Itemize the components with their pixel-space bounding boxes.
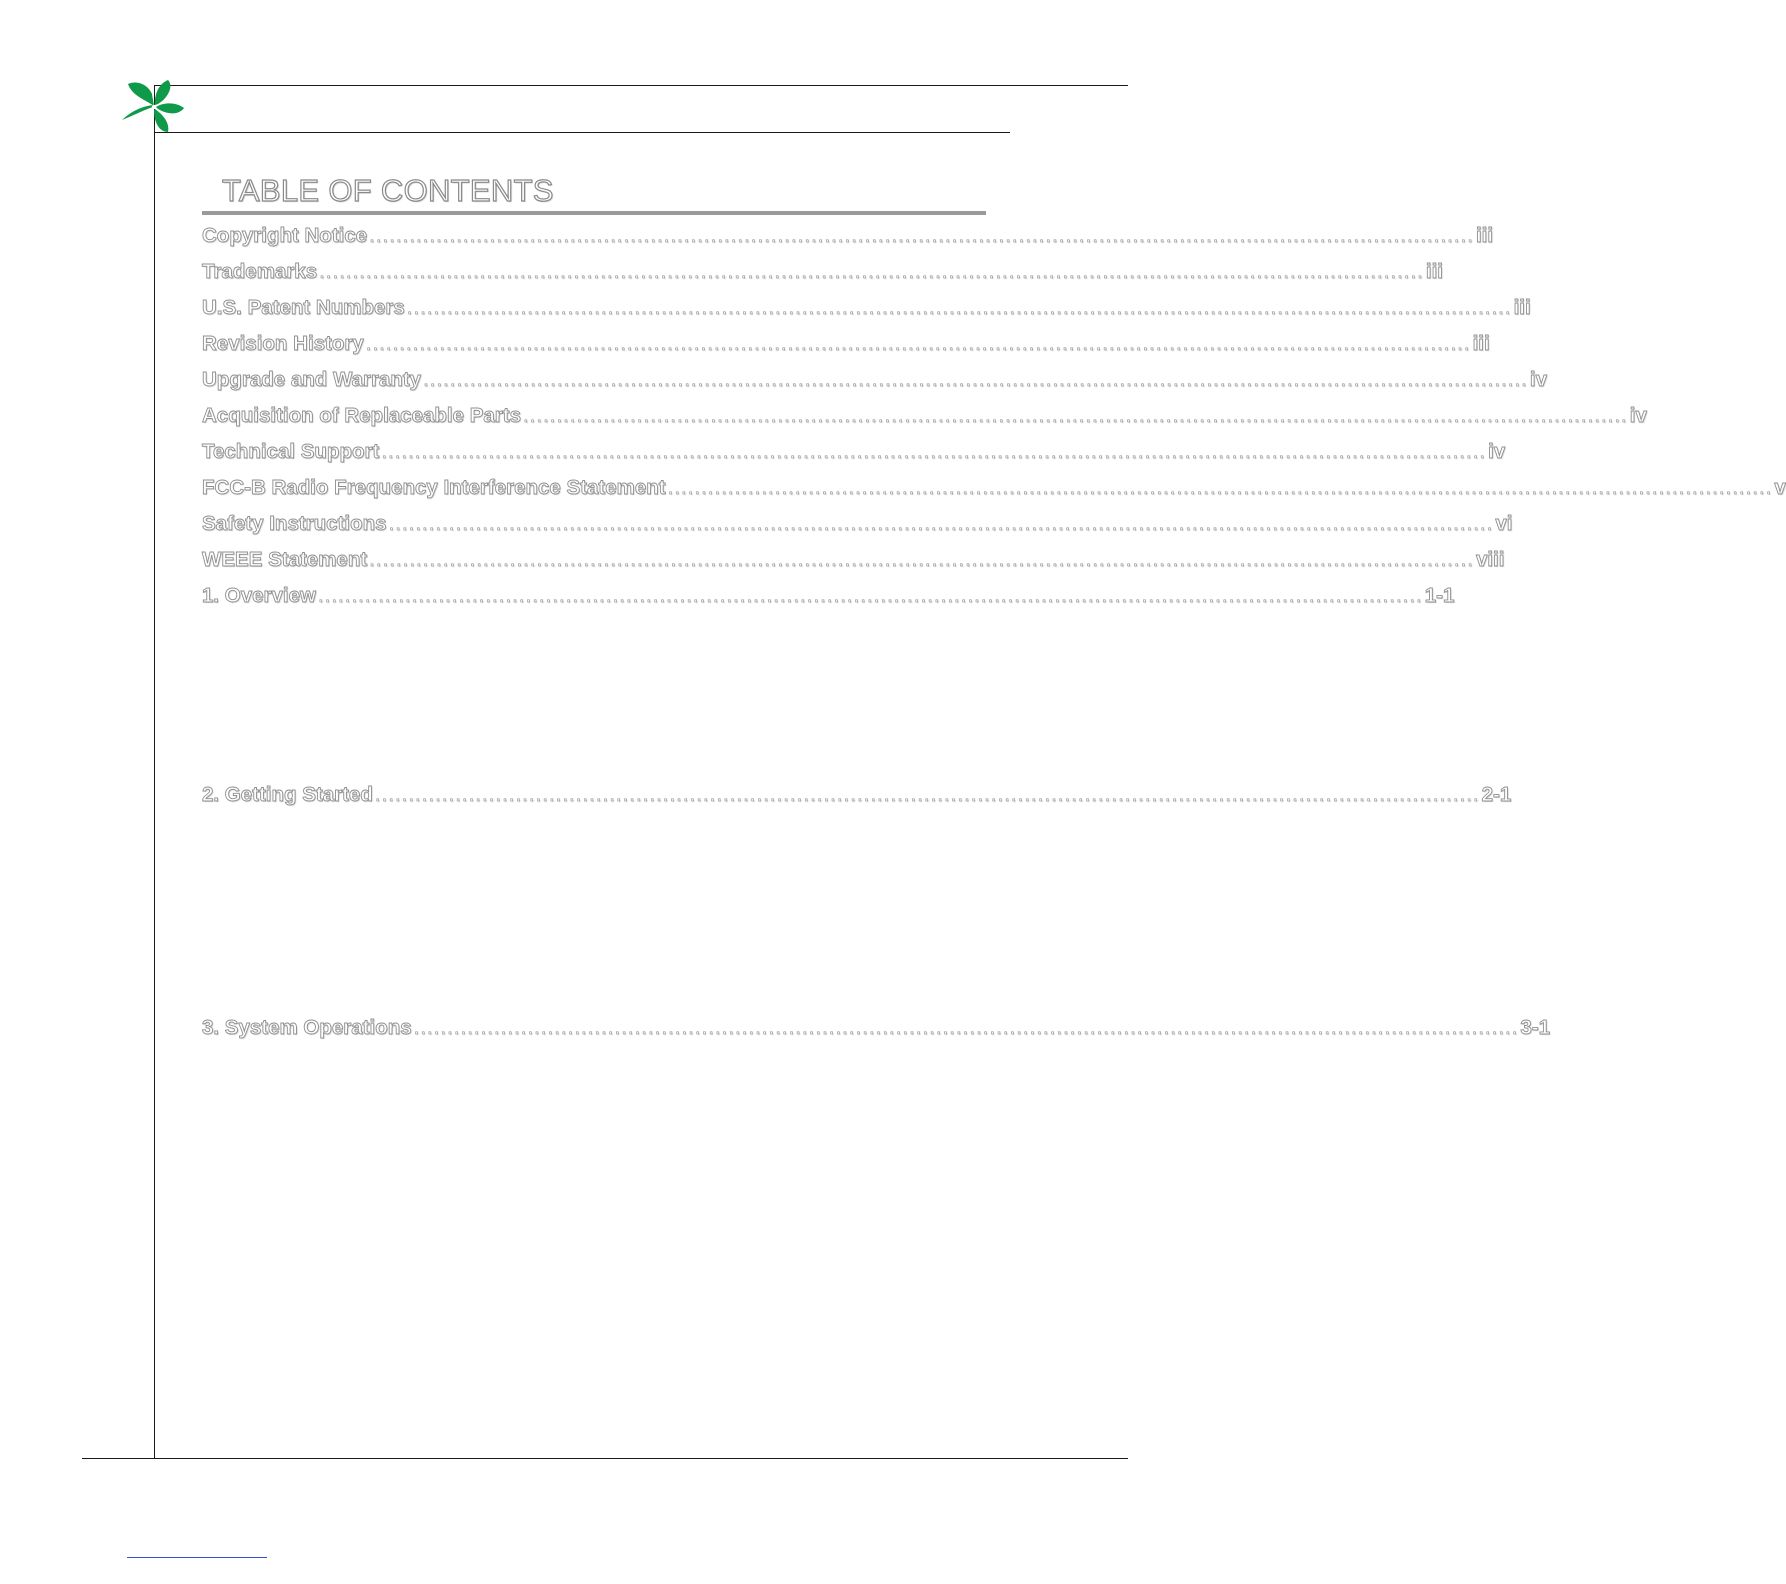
toc-entry-revision-history[interactable] xyxy=(202,326,1490,356)
toc-entry-safety-instructions[interactable] xyxy=(202,506,1513,536)
toc-entry-label: WEEE Statement xyxy=(202,548,368,571)
toc-entry-label: Revision History xyxy=(202,332,364,355)
toc-entry-label: Technical Support xyxy=(202,440,380,463)
footer-rule xyxy=(82,1458,1128,1459)
toc-entry-fcc-b-statement[interactable] xyxy=(202,470,1786,500)
toc-entry-label: 2. Getting Started xyxy=(202,783,373,806)
toc-entry-page: 1-1 xyxy=(1424,584,1455,607)
toc-entry-page: iv xyxy=(1629,404,1647,427)
dot-leader: ..................................................................................................................................................................... xyxy=(365,332,1471,355)
toc-entry-page: iii xyxy=(1472,332,1490,355)
dot-leader: ..................................................................................................................................................................... xyxy=(369,224,1474,247)
left-margin-rule xyxy=(154,85,155,1459)
dot-leader: ..................................................................................................................................................................... xyxy=(369,548,1474,571)
toc-entry-page: v xyxy=(1774,476,1786,499)
toc-entry-page: iii xyxy=(1425,260,1443,283)
toc-entry-page: viii xyxy=(1475,548,1505,571)
toc-entry-label: Trademarks xyxy=(202,260,318,283)
toc-entry-label: Copyright Notice xyxy=(202,224,368,247)
toc-entry-page: vi xyxy=(1495,512,1513,535)
dot-leader: ..................................................................................................................................................................... xyxy=(406,296,1512,319)
toc-entry-page: iii xyxy=(1513,296,1531,319)
toc-entry-label: Safety Instructions xyxy=(202,512,387,535)
toc-entry-getting-started[interactable] xyxy=(202,777,1512,807)
toc-entry-page: iv xyxy=(1529,368,1547,391)
toc-entry-us-patent-numbers[interactable] xyxy=(202,290,1531,320)
dot-leader: ..................................................................................................................................................................... xyxy=(423,368,1528,391)
toc-entry-label: U.S. Patent Numbers xyxy=(202,296,405,319)
toc-entry-weee-statement[interactable] xyxy=(202,542,1505,572)
dot-leader: ..................................................................................................................................................................... xyxy=(319,260,1424,283)
toc-entry-technical-support[interactable] xyxy=(202,434,1506,464)
dot-leader: ..................................................................................................................................................................... xyxy=(317,584,1423,607)
toc-entry-page: 3-1 xyxy=(1520,1016,1551,1039)
toc-entry-system-operations[interactable] xyxy=(202,1010,1551,1040)
toc-entry-label: FCC-B Radio Frequency Interference Statement xyxy=(202,476,666,499)
header-bottom-rule xyxy=(154,132,1010,133)
toc-entry-page: 2-1 xyxy=(1481,783,1512,806)
toc-entry-copyright-notice[interactable] xyxy=(202,218,1494,248)
clover-logo-icon xyxy=(118,74,188,136)
toc-entry-acquisition-of-replaceable-parts[interactable] xyxy=(202,398,1647,428)
toc-entry-label: Upgrade and Warranty xyxy=(202,368,422,391)
toc-entry-trademarks[interactable] xyxy=(202,254,1443,284)
dot-leader: ..................................................................................................................................................................... xyxy=(667,476,1773,499)
title-underline xyxy=(202,211,986,215)
footer-link-underline[interactable] xyxy=(127,1557,267,1558)
dot-leader: ..................................................................................................................................................................... xyxy=(388,512,1494,535)
toc-entry-label: Acquisition of Replaceable Parts xyxy=(202,404,521,427)
dot-leader: ..................................................................................................................................................................... xyxy=(522,404,1628,427)
toc-entry-label: 1. Overview xyxy=(202,584,316,607)
toc-entry-upgrade-and-warranty[interactable] xyxy=(202,362,1547,392)
toc-entry-page: iii xyxy=(1475,224,1494,247)
toc-entry-label: 3. System Operations xyxy=(202,1016,412,1039)
header-top-rule xyxy=(154,85,1128,86)
toc-entry-page: iv xyxy=(1488,440,1506,463)
dot-leader: ..................................................................................................................................................................... xyxy=(374,783,1480,806)
toc-entry-overview[interactable] xyxy=(202,578,1455,608)
toc-title: TABLE OF CONTENTS xyxy=(222,173,554,208)
dot-leader: ..................................................................................................................................................................... xyxy=(381,440,1487,463)
dot-leader: ..................................................................................................................................................................... xyxy=(413,1016,1519,1039)
